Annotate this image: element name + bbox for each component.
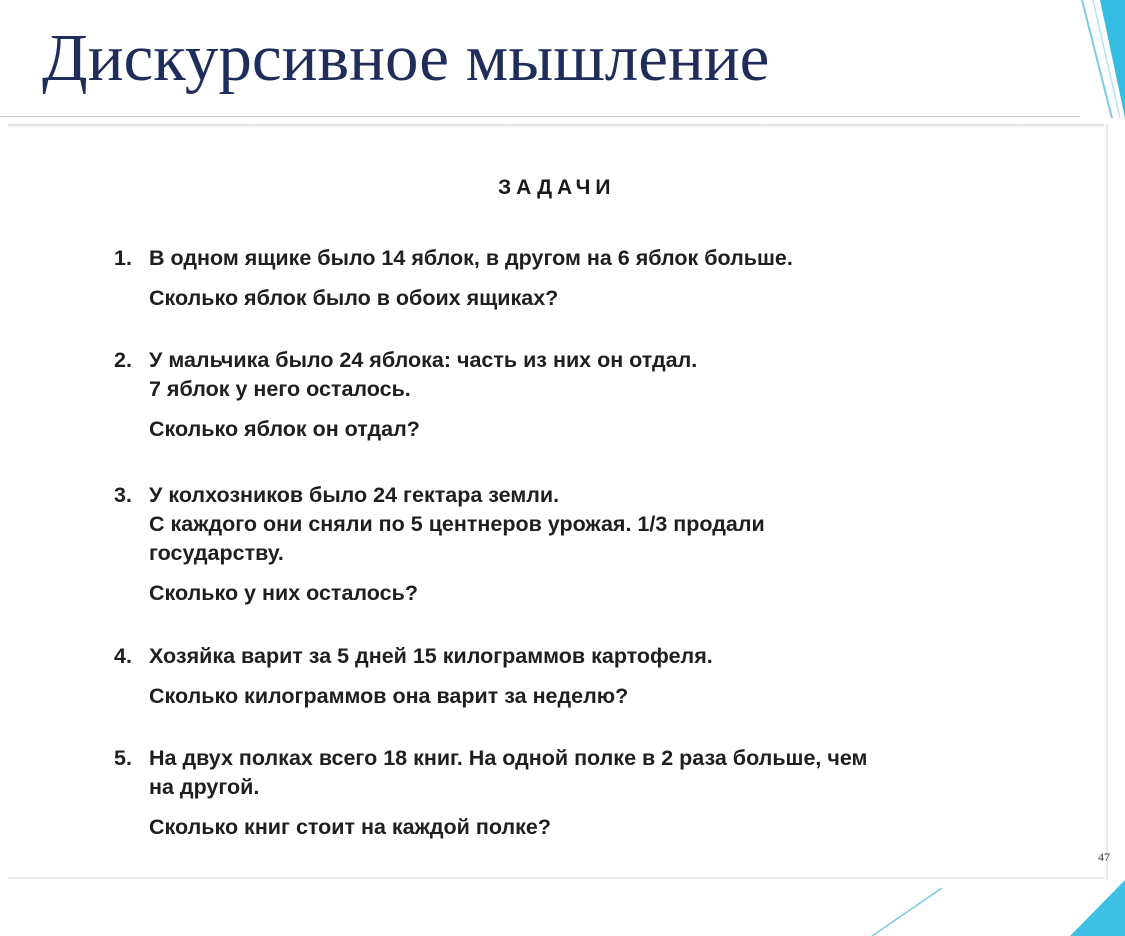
task-body bbox=[149, 346, 1089, 444]
task-question: Сколько яблок было в обоих ящиках? bbox=[149, 286, 559, 310]
task-text-line: У колхозников было 24 гектара земли. bbox=[149, 483, 560, 507]
task-body bbox=[149, 481, 1089, 608]
task-number: 2. bbox=[114, 348, 132, 372]
task-question: Сколько у них осталось? bbox=[149, 581, 418, 605]
task-number: 3. bbox=[114, 483, 132, 507]
task-number: 1. bbox=[114, 246, 132, 270]
slide-title: Дискурсивное мышление bbox=[42, 21, 770, 95]
task-body bbox=[149, 244, 1089, 313]
scan-edge-right bbox=[1104, 124, 1108, 880]
title-divider bbox=[0, 116, 1080, 117]
task-text-line: В одном ящике было 14 яблок, в другом на 6 яблок больше. bbox=[149, 246, 793, 270]
task-text-line: Хозяйка варит за 5 дней 15 килограммов картофеля. bbox=[149, 644, 713, 668]
task-question: Сколько яблок он отдал? bbox=[149, 417, 420, 441]
page-number: 47 bbox=[1098, 850, 1110, 864]
task-text-line: С каждого они сняли по 5 центнеров урожая. 1/3 продали bbox=[149, 512, 765, 536]
scan-edge-top bbox=[8, 124, 1108, 128]
task-question: Сколько книг стоит на каждой полке? bbox=[149, 815, 551, 839]
task-question: Сколько килограммов она варит за неделю? bbox=[149, 684, 629, 708]
task-text-line: На двух полках всего 18 книг. На одной полке в 2 раза больше, чем bbox=[149, 746, 868, 770]
task-text-line: У мальчика было 24 яблока: часть из них он отдал. bbox=[149, 348, 698, 372]
task-number: 5. bbox=[114, 746, 132, 770]
task-text-line: на другой. bbox=[149, 775, 260, 799]
scan-edge-bottom bbox=[8, 876, 1108, 879]
task-body bbox=[149, 642, 1089, 711]
task-text-line: государству. bbox=[149, 541, 284, 565]
task-body bbox=[149, 744, 1089, 842]
task-number: 4. bbox=[114, 644, 132, 668]
task-text-line: 7 яблок у него осталось. bbox=[149, 377, 411, 401]
section-heading: ЗАДАЧИ bbox=[498, 176, 616, 199]
